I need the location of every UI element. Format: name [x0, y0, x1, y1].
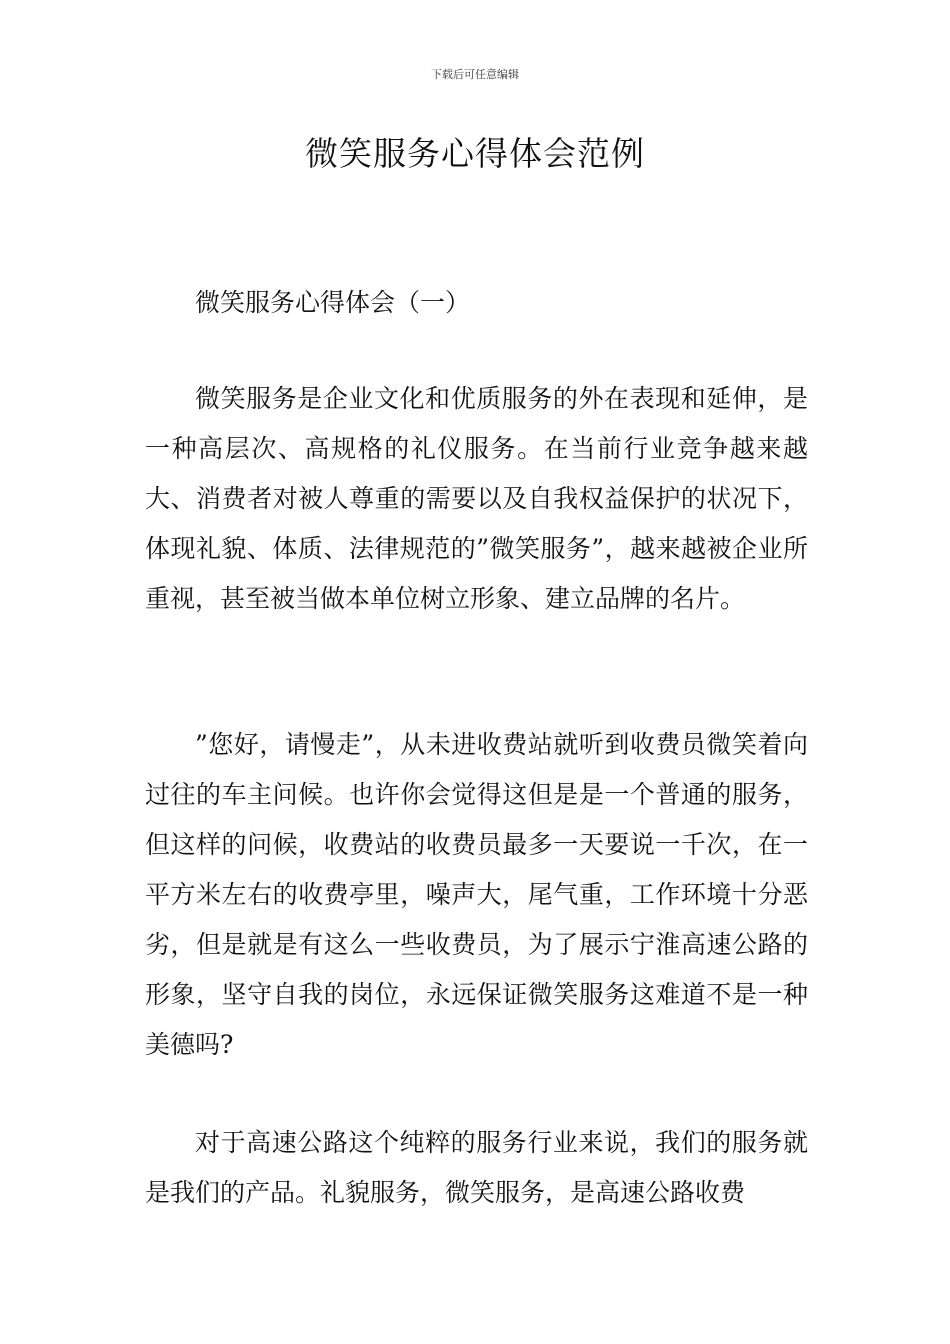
section-heading: 微笑服务心得体会（一）: [195, 288, 471, 317]
header-note: 下载后可任意编辑: [431, 68, 519, 81]
paragraph: 对于高速公路这个纯粹的服务行业来说，我们的服务就是我们的产品。礼貌服务，微笑服务，是高速公路收费: [145, 1128, 808, 1207]
paragraph: ”您好，请慢走”，从未进收费站就听到收费员微笑着向过往的车主问候。也许你会觉得这但是是一个普通的服务，但这样的问候，收费站的收费员最多一天要说一千次，在一平方米左右的收费亭里，噪声大，尾气重，工作环境十分恶劣，但是就是有这么一些收费员，为了展示宁淮高速公路的形象，坚守自我的岗位，永远保证微笑服务这难道不是一种美德吗?: [145, 730, 808, 1059]
paragraph: 微笑服务是企业文化和优质服务的外在表现和延伸，是一种高层次、高规格的礼仪服务。在当前行业竞争越来越大、消费者对被人尊重的需要以及自我权益保护的状况下，体现礼貌、体质、法律规范的”微笑服务”，越来越被企业所重视，甚至被当做本单位树立形象、建立品牌的名片。: [145, 384, 808, 613]
page-title: 微笑服务心得体会范例: [305, 134, 645, 173]
